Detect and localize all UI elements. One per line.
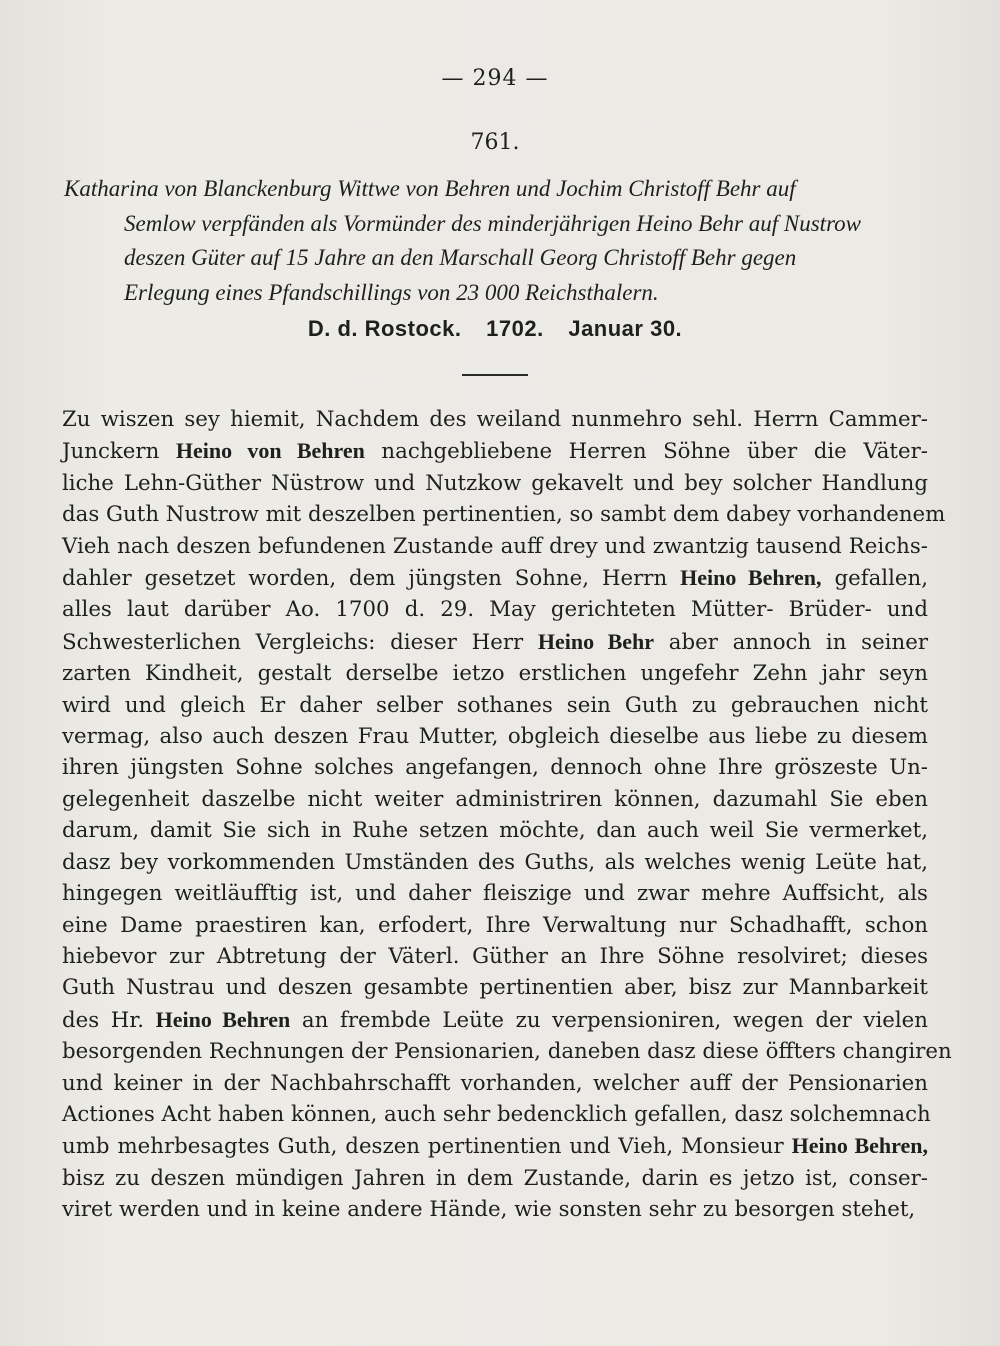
name-highlight: Heino Behren [155,1006,291,1032]
body-line [62,1194,928,1225]
document-number: 761. [470,130,520,155]
regest-summary [64,172,930,310]
name-highlight: Heino von Behren [175,438,365,464]
regest-line: Katharina von Blanckenburg Wittwe von Behren und Jochim Christoff Behr auf [64,176,796,201]
body-text-segment: liche Lehn-Güther Nüstrow und Nutzkow gekavelt und bey solcher Handlung [62,470,928,496]
body-line [62,878,928,909]
body-text-segment: darum, damit Sie sich in Ruhe setzen möchte, dan auch weil Sie vermerket, [62,818,928,844]
regest-line: deszen Güter auf 15 Jahre an den Marschall Georg Christoff Behr gegen [124,245,797,270]
body-text-segment: dasz bey vorkommenden Umständen des Guths, als welches wenig Leüte hat, [62,849,928,875]
body-text-segment: Actiones Acht haben können, auch sehr bedencklich gefallen, dasz solchemnach [62,1101,931,1127]
body-text-segment: Junckern [62,439,176,465]
body-line [62,1068,928,1099]
body-text-segment: vermag, also auch deszen Frau Mutter, obgleich dieselbe aus liebe zu diesem [62,724,928,750]
body-text-segment: und keiner in der Nachbahrschafft vorhanden, welcher auff der Pensionarien [62,1070,928,1096]
body-text-segment: Vieh nach deszen befundenen Zustande auff drey und zwantzig tausend Reichs- [62,533,928,559]
name-highlight: Heino Behr [537,628,655,654]
body-line [62,1099,931,1130]
body-line [62,531,928,562]
body-text-segment: zarten Kindheit, gestalt derselbe ietzo erstlichen ungefehr Zehn jahr seyn [62,661,928,687]
body-text-segment: alles laut darüber Ao. 1700 d. 29. May gerichteten Mütter- Brüder- und [62,597,928,623]
body-text-segment: Guth Nustrau und deszen gesambte pertinentien aber, bisz zur Mannbarkeit [62,975,928,1001]
body-line [62,499,946,530]
body-text-segment: dahler gesetzet worden, dem jüngsten Sohne, Herrn [62,566,681,592]
body-line [62,594,928,625]
body-text-segment: das Guth Nustrow mit deszelben pertinentien, so sambt dem dabey vorhandenem [62,502,946,528]
body-text-segment: an frembde Leüte zu verpensioniren, wegen der vielen [290,1007,929,1033]
body-text-segment: hingegen weitläufftig ist, und daher fleiszige und zwar mehre Auffsicht, als [62,881,928,907]
body-text-segment: Zu wiszen sey hiemit, Nachdem des weiland nunmehro sehl. Herrn Cammer- [62,407,928,432]
dateline [0,316,990,342]
body-line [62,435,928,467]
body-line [62,941,928,972]
body-line [62,784,928,815]
body-text-segment: viret werden und in keine andere Hände, wie sonsten sehr zu besorgen stehet, [62,1197,916,1223]
body-text-segment: gelegenheit daszelbe nicht weiter administriren können, dazumahl Sie eben [62,786,928,812]
page-number: — 294 — [441,66,549,91]
dateline-place: D. d. Rostock. [307,316,462,341]
body-line [62,562,928,594]
separator-rule [462,374,528,376]
name-highlight: Heino Behren, [680,565,822,591]
body-line [62,658,928,689]
dateline-year: 1702. [486,316,544,341]
document-body [62,404,952,1226]
body-text-segment: wird und gleich Er daher selber sothanes sein Guth zu gebrauchen nicht [62,692,928,718]
body-line [62,468,928,499]
body-text-segment: nachgebliebene Herren Söhne über die Väter- [364,439,928,465]
body-text-segment: eine Dame praestiren kan, erfodert, Ihre Verwaltung nur Schadhafft, schon [62,912,928,938]
body-line [62,1130,928,1162]
body-line [62,972,928,1003]
body-line [62,626,928,658]
body-line [62,690,928,721]
body-line [62,910,928,941]
body-line [62,1036,952,1067]
body-line [62,847,928,878]
body-line [62,721,928,752]
body-text-segment: ihren jüngsten Sohne solches angefangen, dennoch ohne Ihre gröszeste Un- [62,755,928,781]
body-text-segment: des Hr. [62,1007,156,1033]
body-line [62,752,928,783]
body-text-segment: aber annoch in seiner [654,629,928,655]
regest-line: Erlegung eines Pfandschillings von 23 000 Reichsthalern. [124,279,659,305]
body-line [62,815,928,846]
body-text-segment: bisz zu deszen mündigen Jahren in dem Zustande, darin es jetzo ist, conser- [62,1165,928,1191]
body-line [62,1004,928,1036]
body-text-segment: gefallen, [821,566,928,592]
body-text-segment: umb mehrbesagtes Guth, deszen pertinentien und Vieh, Monsieur [62,1134,792,1160]
body-line [62,1163,928,1194]
regest-line: Semlow verpfänden als Vormünder des minderjährigen Heino Behr auf Nustrow [124,210,862,236]
dateline-day: Januar 30. [568,316,683,341]
name-highlight: Heino Behren, [791,1133,929,1159]
body-text-segment: hiebevor zur Abtretung der Väterl. Güther an Ihre Söhne resolviret; dieses [62,943,928,969]
body-text-segment: Schwesterlichen Vergleichs: dieser Herr [62,629,538,655]
body-text-segment: besorgenden Rechnungen der Pensionarien, daneben dasz diese öffters changiren [62,1039,952,1065]
body-line [62,404,928,435]
